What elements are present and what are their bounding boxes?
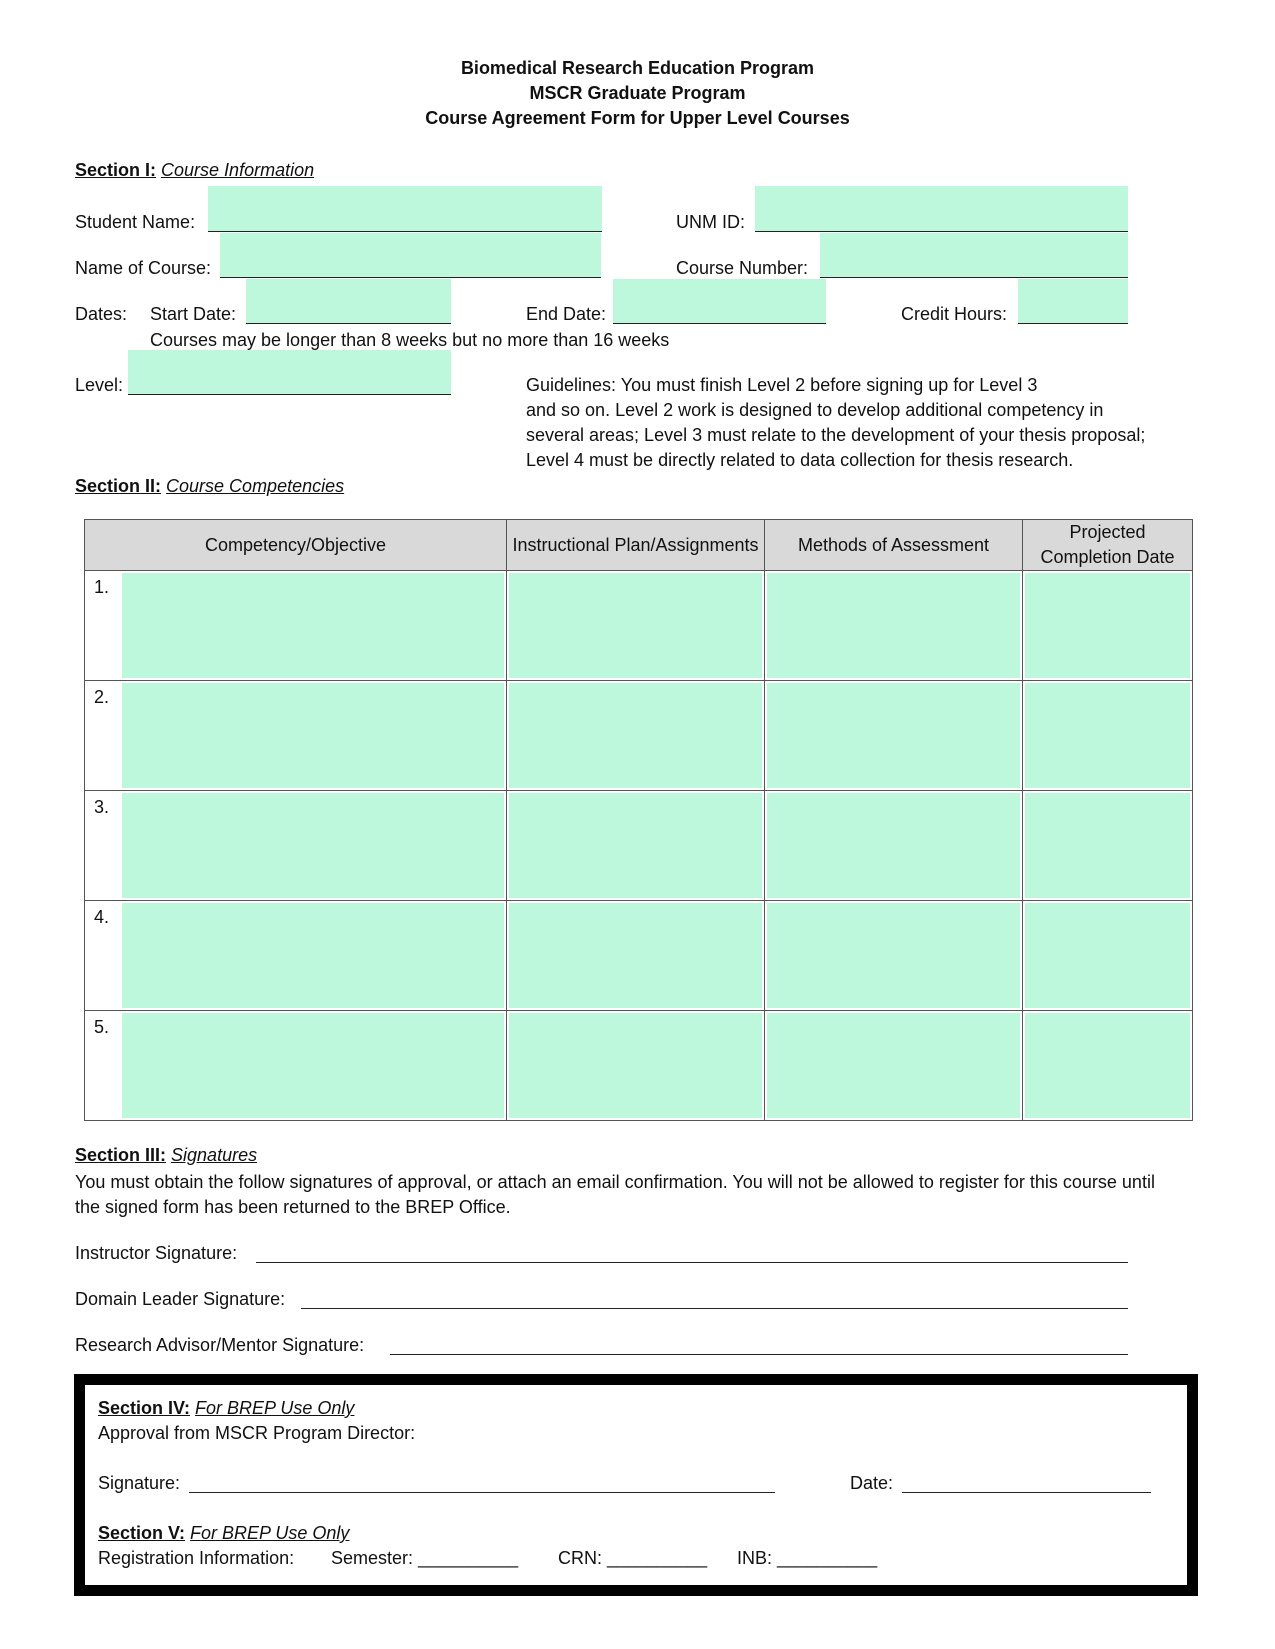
end-date-label: End Date: (526, 304, 607, 324)
competency-field-2[interactable] (122, 683, 504, 788)
section4-label: Section IV: (98, 1398, 191, 1418)
section2-title: Course Competencies (166, 476, 345, 496)
dates-note: Courses may be longer than 8 weeks but no more than 16 weeks (150, 330, 670, 350)
section4-heading (98, 1398, 354, 1419)
course-name-field[interactable] (220, 233, 601, 278)
form-title-line2: MSCR Graduate Program (529, 83, 746, 103)
section5-heading (98, 1523, 349, 1544)
plan-cell-3[interactable] (507, 791, 765, 901)
competency-cell-2[interactable] (85, 681, 507, 791)
plan-cell-2[interactable] (507, 681, 765, 791)
column-header-assessment: Methods of Assessment (765, 520, 1023, 571)
section5-label: Section V: (98, 1523, 186, 1543)
date-cell-1[interactable] (1023, 571, 1193, 681)
plan-cell-5[interactable] (507, 1011, 765, 1121)
plan-field-3[interactable] (509, 793, 762, 898)
plan-field-1[interactable] (509, 573, 762, 678)
table-row (85, 571, 1193, 681)
row-number: 4. (94, 907, 110, 927)
assessment-field-5[interactable] (767, 1013, 1020, 1118)
table-row (85, 681, 1193, 791)
semester-field[interactable]: Semester: __________ (331, 1548, 519, 1568)
advisor-signature-line[interactable] (390, 1354, 1128, 1355)
column-header-instructional-plan: Instructional Plan/Assignments (507, 520, 765, 571)
guidelines-line1: Guidelines: You must finish Level 2 before signing up for Level 3 (526, 375, 1038, 395)
director-signature-line[interactable] (189, 1492, 775, 1493)
competency-field-1[interactable] (122, 573, 504, 678)
column-header-completion-date: Projected Completion Date (1023, 520, 1193, 571)
date-field-5[interactable] (1025, 1013, 1190, 1118)
table-header-row (85, 520, 1193, 571)
competency-field-4[interactable] (122, 903, 504, 1008)
dates-label: Dates: (75, 304, 128, 324)
date-cell-4[interactable] (1023, 901, 1193, 1011)
date-field-1[interactable] (1025, 573, 1190, 678)
guidelines-text (526, 373, 1145, 473)
competency-cell-3[interactable] (85, 791, 507, 901)
assessment-cell-5[interactable] (765, 1011, 1023, 1121)
director-date-line[interactable] (902, 1492, 1151, 1493)
section1-title: Course Information (161, 160, 315, 180)
column-header-competency: Competency/Objective (85, 520, 507, 571)
competency-cell-5[interactable] (85, 1011, 507, 1121)
crn-field[interactable]: CRN: __________ (558, 1548, 708, 1568)
director-approval-text: Approval from MSCR Program Director: (98, 1423, 416, 1443)
section1-heading (75, 160, 314, 181)
assessment-cell-3[interactable] (765, 791, 1023, 901)
student-name-label: Student Name: (75, 212, 196, 232)
date-field-2[interactable] (1025, 683, 1190, 788)
guidelines-line2: and so on. Level 2 work is designed to develop additional competency in (526, 400, 1104, 420)
start-date-field[interactable] (246, 279, 451, 324)
assessment-cell-4[interactable] (765, 901, 1023, 1011)
guidelines-line3: several areas; Level 3 must relate to the development of your thesis proposal; (526, 425, 1146, 445)
assessment-cell-1[interactable] (765, 571, 1023, 681)
start-date-label: Start Date: (150, 304, 237, 324)
row-number: 5. (94, 1017, 110, 1037)
section3-heading (75, 1145, 257, 1166)
course-number-field[interactable] (820, 233, 1128, 278)
registration-info-label: Registration Information: (98, 1548, 295, 1568)
assessment-field-2[interactable] (767, 683, 1020, 788)
assessment-field-4[interactable] (767, 903, 1020, 1008)
competency-cell-1[interactable] (85, 571, 507, 681)
row-number: 3. (94, 797, 110, 817)
instructor-signature-label: Instructor Signature: (75, 1243, 238, 1263)
competencies-table (84, 519, 1193, 1121)
section2-label: Section II: (75, 476, 162, 496)
advisor-signature-label: Research Advisor/Mentor Signature: (75, 1335, 365, 1355)
plan-cell-1[interactable] (507, 571, 765, 681)
section4-title: For BREP Use Only (195, 1398, 355, 1418)
domain-leader-signature-label: Domain Leader Signature: (75, 1289, 286, 1309)
form-title-line3: Course Agreement Form for Upper Level Courses (425, 108, 850, 128)
assessment-field-1[interactable] (767, 573, 1020, 678)
end-date-field[interactable] (613, 279, 826, 324)
section3-label: Section III: (75, 1145, 167, 1165)
level-field[interactable] (128, 350, 451, 395)
date-cell-2[interactable] (1023, 681, 1193, 791)
unm-id-field[interactable] (755, 186, 1128, 232)
competency-field-3[interactable] (122, 793, 504, 898)
row-number: 2. (94, 687, 110, 707)
unm-id-label: UNM ID: (676, 212, 745, 232)
domain-leader-signature-line[interactable] (301, 1308, 1128, 1309)
instructor-signature-line[interactable] (256, 1262, 1128, 1263)
table-row (85, 901, 1193, 1011)
guidelines-line4: Level 4 must be directly related to data collection for thesis research. (526, 450, 1074, 470)
course-name-label: Name of Course: (75, 258, 212, 278)
level-label: Level: (75, 375, 124, 395)
date-field-3[interactable] (1025, 793, 1190, 898)
date-field-4[interactable] (1025, 903, 1190, 1008)
section1-label: Section I: (75, 160, 157, 180)
student-name-field[interactable] (208, 186, 602, 232)
director-date-label: Date: (850, 1473, 894, 1493)
credit-hours-field[interactable] (1018, 279, 1128, 324)
plan-field-5[interactable] (509, 1013, 762, 1118)
plan-cell-4[interactable] (507, 901, 765, 1011)
signatures-instructions: You must obtain the follow signatures of approval, or attach an email confirmation. You will not be allowed to register for this course until the signed form has been returned to the BREP Office. (75, 1172, 1155, 1217)
section2-heading (75, 476, 344, 497)
form-title-line1: Biomedical Research Education Program (460, 58, 815, 78)
table-row (85, 1011, 1193, 1121)
competency-field-5[interactable] (122, 1013, 504, 1118)
section3-title: Signatures (171, 1145, 258, 1165)
director-signature-label: Signature: (98, 1473, 181, 1493)
inb-field[interactable]: INB: __________ (737, 1548, 878, 1568)
table-row (85, 791, 1193, 901)
credit-hours-label: Credit Hours: (901, 304, 1008, 324)
course-number-label: Course Number: (676, 258, 809, 278)
date-cell-3[interactable] (1023, 791, 1193, 901)
plan-field-4[interactable] (509, 903, 762, 1008)
date-cell-5[interactable] (1023, 1011, 1193, 1121)
plan-field-2[interactable] (509, 683, 762, 788)
assessment-field-3[interactable] (767, 793, 1020, 898)
row-number: 1. (94, 577, 110, 597)
assessment-cell-2[interactable] (765, 681, 1023, 791)
competency-cell-4[interactable] (85, 901, 507, 1011)
section5-title: For BREP Use Only (190, 1523, 350, 1543)
